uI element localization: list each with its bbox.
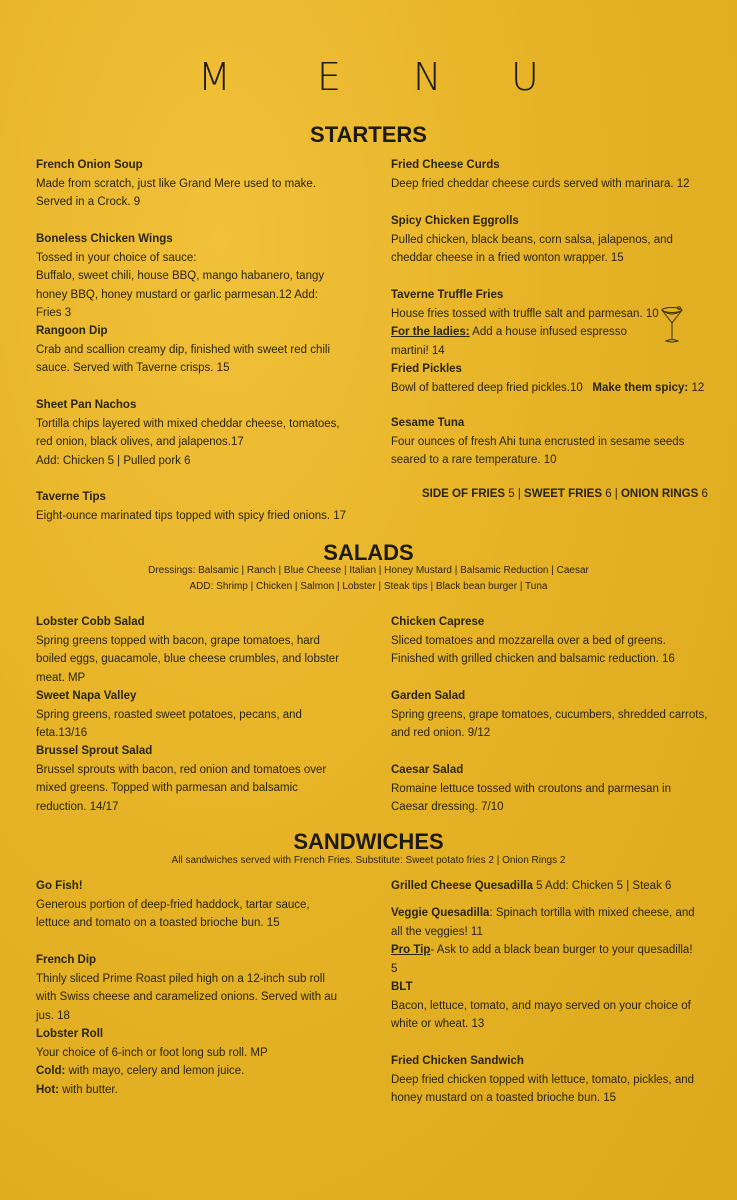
item-sheet-pan-nachos [36,396,346,470]
item-pro-tip [391,941,701,978]
item-desc: 5 Add: Chicken 5 | Steak 6 [532,880,672,892]
item-name: Caesar Salad [391,764,464,776]
item-grilled-cheese-quesadilla [391,877,711,896]
item-desc: Deep fried chicken topped with lettuce, tomato, pickles, and honey mustard on a toasted brioche bun. 15 [391,1073,695,1104]
onion-rings-price: 6 [698,488,708,500]
item-name: Rangoon Dip [36,325,108,337]
item-desc: Eight-ounce marinated tips topped with spicy fried onions. 17 [36,509,347,522]
item-name: Fried Pickles [391,363,462,375]
item-sesame-tuna [391,414,706,470]
pro-tip-label: Pro Tip [391,944,431,956]
item-row [391,904,701,941]
item-fried-cheese-curds [391,156,706,193]
item-fried-pickles [391,360,711,397]
item-spicy-chicken-eggrolls [391,212,706,268]
item-desc-line2: Buffalo, sweet chili, house BBQ, mango habanero, tangy honey BBQ, honey mustard or garlic parmesan.12 Add: Fries 3 [36,270,325,319]
pro-tip-desc: - Ask to add a black bean burger to your quesadilla! 5 [391,944,693,975]
cold-label: Cold: [36,1065,66,1077]
item-go-fish [36,877,346,933]
item-desc: Bacon, lettuce, tomato, and mayo served on your choice of white or wheat. 13 [391,999,691,1030]
item-desc: Generous portion of deep-fried haddock, tartar sauce, lettuce and tomato on a toasted brioche bun. 15 [36,898,310,929]
salads-add: ADD: Shrimp | Chicken | Salmon | Lobster | Steak tips | Black bean burger | Tuna [189,581,548,592]
menu-letter-e: E [317,55,342,99]
salads-title: SALADS [323,540,414,565]
item-ladies [391,323,666,360]
item-brussel-sprout-salad [36,742,346,816]
item-sweet-napa-valley [36,687,356,743]
menu-letter-u: U [511,55,539,99]
menu-letter-n: N [413,55,442,99]
item-french-onion-soup [36,156,346,212]
item-name: Spicy Chicken Eggrolls [391,215,519,227]
item-name: Boneless Chicken Wings [36,233,173,245]
ladies-label: For the ladies: [391,326,470,338]
item-veggie-quesadilla [391,904,701,978]
item-desc: Deep fried cheddar cheese curds served with marinara. 12 [391,177,690,190]
item-taverne-tips [36,488,356,525]
sweet-fries-label: SWEET FRIES [524,488,602,500]
item-desc: Thinly sliced Prime Roast piled high on a 12-inch sub roll with Swiss cheese and caramelized onions. Served with au jus. 18 [36,972,338,1022]
item-desc: Crab and scallion creamy dip, finished with sweet red chili sauce. Served with Taverne crisps. 15 [36,343,331,374]
item-name: Sesame Tuna [391,417,465,429]
side-fries-price: 5 | [505,488,525,500]
item-lobster-roll [36,1025,346,1099]
side-fries-label: SIDE OF FRIES [422,488,506,500]
item-garden-salad [391,687,711,743]
item-name: French Dip [36,954,97,966]
item-desc: : Spinach tortilla with mixed cheese, and all the veggies! 11 [391,907,695,938]
item-desc: Brussel sprouts with bacon, red onion and tomatoes over mixed greens. Topped with parmesan and balsamic reduction. 14/17 [36,763,327,813]
menu-title [0,55,737,99]
item-fried-chicken-sandwich [391,1052,701,1108]
item-blt [391,978,711,1034]
item-name: Garden Salad [391,690,466,702]
item-desc: Spring greens, grape tomatoes, cucumbers, shredded carrots, and red onion. 9/12 [391,708,708,739]
salads-dressings: Dressings: Balsamic | Ranch | Blue Cheese | Italian | Honey Mustard | Balsamic Reduction | Caesar [148,565,589,576]
sweet-fries-price: 6 | [602,488,621,500]
hot-desc: with butter. [59,1083,118,1096]
item-desc-row [391,379,711,398]
item-name: Sheet Pan Nachos [36,399,137,411]
item-row [391,877,711,896]
item-name: Lobster Cobb Salad [36,616,145,628]
item-name: BLT [391,981,413,993]
sandwiches-title: SANDWICHES [293,829,444,854]
item-desc-line1: Tossed in your choice of sauce: [36,251,197,264]
sides-line [422,488,708,500]
item-name: Taverne Truffle Fries [391,289,504,301]
menu-letter-m: M [198,55,231,99]
item-taverne-truffle-fries [391,286,666,360]
item-name: Chicken Caprese [391,616,485,628]
spicy-label: Make them spicy: [592,381,689,394]
item-desc: Pulled chicken, black beans, corn salsa, jalapenos, and cheddar cheese in a fried wonton wrapper. 15 [391,233,673,264]
item-desc: Spring greens topped with bacon, grape tomatoes, hard boiled eggs, guacamole, blue cheese crumbles, and lobster meat. MP [36,634,340,684]
item-name: Brussel Sprout Salad [36,745,153,757]
ladies-desc: Add a house infused espresso martini! 14 [391,326,627,357]
hot-label: Hot: [36,1083,59,1096]
item-desc: Your choice of 6-inch or foot long sub roll. MP [36,1046,268,1059]
item-name: Grilled Cheese Quesadilla [391,880,533,892]
spicy-price: 12 [688,381,705,394]
item-lobster-cobb-salad [36,613,346,687]
item-name: French Onion Soup [36,159,143,171]
item-desc: Sliced tomatoes and mozzarella over a bed of greens. Finished with grilled chicken and balsamic reduction. 16 [391,634,675,665]
item-desc: House fries tossed with truffle salt and parmesan. 10 [391,307,659,320]
item-rangoon-dip [36,322,351,378]
item-desc: Spring greens, roasted sweet potatoes, pecans, and feta.13/16 [36,708,302,739]
item-french-dip [36,951,346,1025]
item-name: Taverne Tips [36,491,106,503]
starters-title: STARTERS [310,122,427,147]
item-desc: Bowl of battered deep fried pickles.10 [391,381,583,394]
sandwiches-note: All sandwiches served with French Fries. Substitute: Sweet potato fries 2 | Onion Rings 2 [171,855,566,866]
item-boneless-wings [36,230,346,323]
item-name: Lobster Roll [36,1028,104,1040]
cold-desc: with mayo, celery and lemon juice. [65,1065,245,1077]
item-hot [36,1081,346,1100]
item-add: Add: Chicken 5 | Pulled pork 6 [36,454,191,467]
item-desc: Tortilla chips layered with mixed cheddar cheese, tomatoes, red onion, black olives, and jalapenos.17 [36,417,340,448]
item-desc: Four ounces of fresh Ahi tuna encrusted in sesame seeds seared to a rare temperature. 10 [391,435,685,466]
item-cold [36,1062,346,1081]
item-caesar-salad [391,761,706,817]
item-name: Go Fish! [36,880,83,892]
item-chicken-caprese [391,613,701,669]
item-desc: Made from scratch, just like Grand Mere used to make. Served in a Crock. 9 [36,177,316,208]
onion-rings-label: ONION RINGS [620,488,699,500]
item-name: Sweet Napa Valley [36,690,137,702]
martini-glass-icon [659,305,685,345]
item-name: Veggie Quesadilla [391,907,490,919]
item-name: Fried Cheese Curds [391,159,500,171]
item-name: Fried Chicken Sandwich [391,1055,524,1067]
item-desc: Romaine lettuce tossed with croutons and parmesan in Caesar dressing. 7/10 [391,782,671,813]
